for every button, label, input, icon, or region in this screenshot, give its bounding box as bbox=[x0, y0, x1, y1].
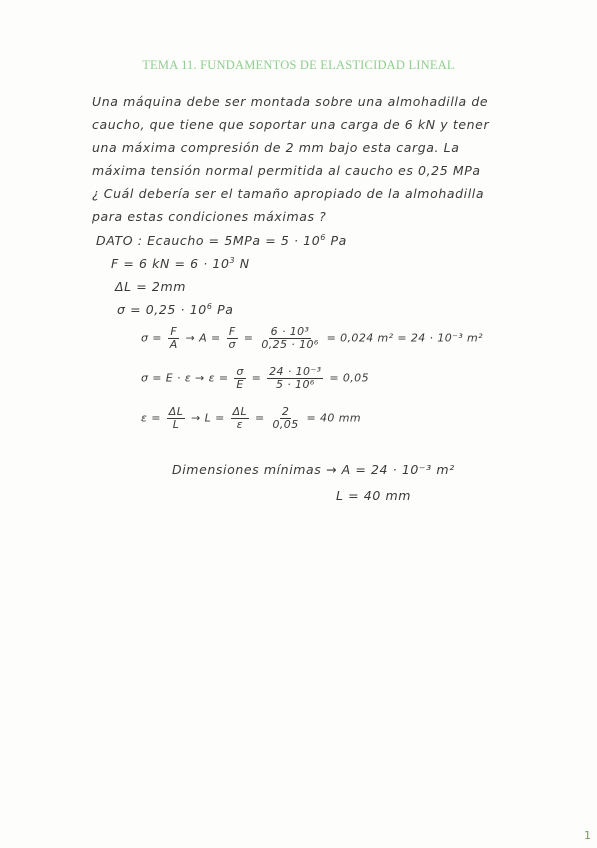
page-number: 1 bbox=[584, 829, 591, 842]
eq3-arrow: → L = bbox=[191, 411, 225, 425]
eq3-fraction-3 bbox=[271, 406, 301, 431]
eq2-equals: = bbox=[251, 371, 262, 385]
data-force-text: F = 6 kN = 6 · 10 bbox=[111, 256, 230, 272]
data-line bbox=[96, 233, 347, 248]
eq1-frac1-num: F bbox=[170, 325, 178, 338]
equation-length bbox=[141, 406, 361, 431]
eq2-result: = 0,05 bbox=[329, 371, 369, 385]
eq1-equals: = bbox=[243, 331, 254, 345]
eq1-lhs: σ = bbox=[141, 331, 162, 345]
data-e-exponent: 6 bbox=[320, 233, 326, 242]
eq3-frac3-num: 2 bbox=[281, 405, 290, 418]
eq2-frac2-den: 5 · 10⁶ bbox=[275, 378, 315, 391]
eq1-fraction-3 bbox=[259, 326, 320, 351]
equation-strain bbox=[141, 366, 369, 391]
eq3-equals: = bbox=[254, 411, 265, 425]
eq1-frac3-num: 6 · 10³ bbox=[270, 325, 310, 338]
data-sigma-text: σ = 0,25 · 10 bbox=[117, 302, 207, 318]
eq3-result: = 40 mm bbox=[306, 411, 361, 425]
eq3-frac1-num: ΔL bbox=[168, 405, 184, 418]
eq2-fraction-1 bbox=[234, 366, 245, 391]
eq1-frac3-den: 0,25 · 10⁶ bbox=[261, 338, 319, 351]
eq1-frac2-num: F bbox=[228, 325, 236, 338]
eq2-lhs: σ = E · ε → ε = bbox=[141, 371, 229, 385]
problem-line-2: caucho, que tiene que soportar una carga de 6 kN y tener bbox=[92, 117, 490, 132]
data-force-unit: N bbox=[235, 256, 250, 272]
data-force-exponent: 3 bbox=[229, 256, 236, 265]
answer-line-2: L = 40 mm bbox=[336, 488, 412, 503]
problem-line-5: ¿ Cuál debería ser el tamaño apropiado de la almohadilla bbox=[92, 186, 485, 201]
data-title: DATO : bbox=[96, 233, 143, 249]
problem-line-3: una máxima compresión de 2 mm bajo esta carga. La bbox=[92, 140, 460, 155]
answer-line-1: Dimensiones mínimas → A = 24 · 10⁻³ m² bbox=[172, 462, 455, 477]
equation-area bbox=[141, 326, 483, 351]
data-sigma-exponent: 6 bbox=[206, 302, 213, 311]
eq1-frac1-den: A bbox=[169, 338, 178, 351]
eq1-result: = 0,024 m² = 24 · 10⁻³ m² bbox=[326, 331, 483, 345]
eq3-fraction-2 bbox=[231, 406, 249, 431]
eq3-frac1-den: L bbox=[172, 418, 180, 431]
problem-line-1: Una máquina debe ser montada sobre una almohadilla de bbox=[92, 94, 489, 109]
eq3-frac2-num: ΔL bbox=[232, 405, 248, 418]
page-header-title: TEMA 11. FUNDAMENTOS DE ELASTICIDAD LINEAL bbox=[142, 58, 455, 72]
eq2-frac2-num: 24 · 10⁻³ bbox=[269, 365, 322, 378]
problem-line-6: para estas condiciones máximas ? bbox=[92, 209, 327, 224]
eq3-frac3-den: 0,05 bbox=[272, 418, 299, 431]
data-force bbox=[111, 256, 250, 271]
eq1-arrow: → A = bbox=[185, 331, 221, 345]
data-sigma-unit: Pa bbox=[212, 302, 234, 318]
eq2-frac1-den: E bbox=[236, 378, 244, 391]
eq3-fraction-1 bbox=[167, 406, 185, 431]
eq3-lhs: ε = bbox=[141, 411, 161, 425]
eq2-fraction-2 bbox=[267, 366, 323, 391]
data-e-unit: Pa bbox=[325, 233, 347, 249]
eq1-frac2-den: σ bbox=[228, 338, 236, 351]
eq1-fraction-1 bbox=[168, 326, 180, 351]
eq1-fraction-2 bbox=[227, 326, 238, 351]
problem-line-4: máxima tensión normal permitida al caucho es 0,25 MPa bbox=[92, 163, 481, 178]
data-sigma bbox=[117, 302, 234, 317]
eq2-frac1-num: σ bbox=[236, 365, 244, 378]
data-e-caucho: Ecaucho = 5MPa = 5 · 10 bbox=[147, 233, 321, 249]
eq3-frac2-den: ε bbox=[236, 418, 244, 431]
data-delta-l: ΔL = 2mm bbox=[115, 279, 187, 294]
